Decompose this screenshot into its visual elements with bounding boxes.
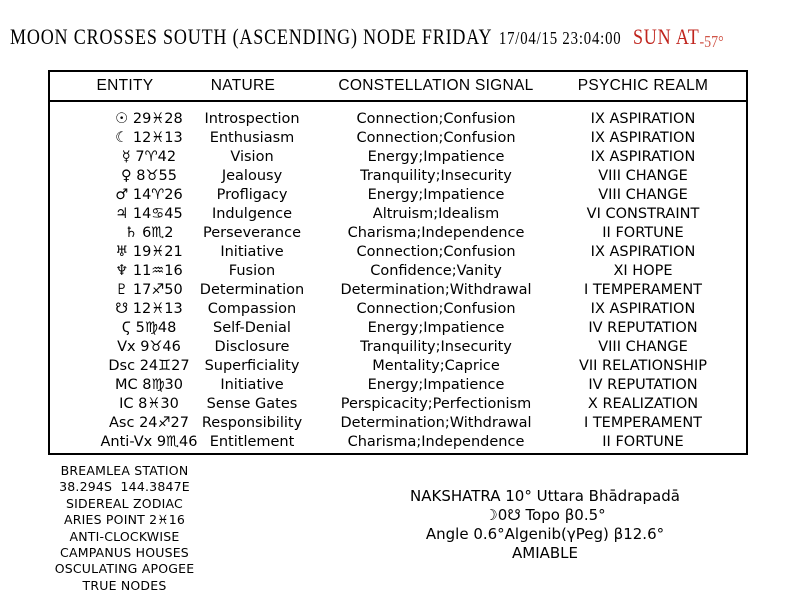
entity-cell: MC 8♍30 <box>115 377 183 393</box>
nature-cell: Vision <box>230 149 274 165</box>
positions-table <box>48 70 748 455</box>
realm-cell: II FORTUNE <box>602 434 684 450</box>
entity-cell: Anti-Vx 9♏46 <box>100 434 198 450</box>
info-line-2: ☽0☋ Topo β0.5° <box>484 506 606 524</box>
column-header-entity: ENTITY <box>96 77 154 94</box>
signal-cell: Mentality;Caprice <box>372 358 500 374</box>
settings-line-3: SIDEREAL ZODIAC <box>66 495 183 511</box>
nature-cell: Compassion <box>207 301 297 317</box>
settings-line-5: ANTI-CLOCKWISE <box>69 528 180 544</box>
title-datetime: 17/04/15 23:04:00 <box>498 28 622 48</box>
entity-cell: Vx 9♉46 <box>117 339 181 355</box>
title-sun-degree: -57° <box>699 32 724 51</box>
info-line-1: NAKSHATRA 10° Uttara Bhādrapadā <box>410 487 680 505</box>
info-line-3: Angle 0.6°Algenib(γPeg) β12.6° <box>425 525 665 543</box>
realm-cell: IX ASPIRATION <box>590 244 696 260</box>
entity-cell: ♃ 14♋45 <box>115 206 183 222</box>
nature-cell: Profligacy <box>216 187 288 203</box>
signal-cell: Connection;Confusion <box>356 111 516 127</box>
settings-line-7: OSCULATING APOGEE <box>54 561 195 577</box>
realm-cell: I TEMPERAMENT <box>583 415 703 431</box>
settings-line-1: BREAMLEA STATION <box>60 463 189 478</box>
entity-cell: Dsc 24♊27 <box>108 358 190 374</box>
nature-cell: Determination <box>199 282 305 298</box>
signal-cell: Charisma;Independence <box>347 225 525 241</box>
settings-line-4: ARIES POINT 2♓16 <box>63 512 186 528</box>
signal-cell: Tranquility;Insecurity <box>360 339 512 355</box>
title-main-text: MOON CROSSES SOUTH (ASCENDING) NODE FRIDAY <box>10 24 493 49</box>
entity-cell: ♀ 8♉55 <box>121 168 177 184</box>
nature-cell: Superficiality <box>204 358 300 374</box>
entity-cell: ♄ 6♏2 <box>124 225 174 241</box>
nature-cell: Perseverance <box>202 225 302 241</box>
signal-cell: Determination;Withdrawal <box>340 415 532 431</box>
entity-cell: ☉ 29♓28 <box>115 111 183 127</box>
column-header-nature: NATURE <box>210 77 276 94</box>
signal-cell: Energy;Impatience <box>367 149 505 165</box>
column-header-constellation-signal: CONSTELLATION SIGNAL <box>338 77 534 94</box>
realm-cell: XI HOPE <box>613 263 673 279</box>
title-sun-label: SUN AT <box>632 24 700 49</box>
table-header-row <box>50 72 746 102</box>
nature-cell: Self-Denial <box>213 320 291 336</box>
nature-cell: Indulgence <box>211 206 293 222</box>
signal-cell: Altruism;Idealism <box>372 206 500 222</box>
signal-cell: Energy;Impatience <box>367 187 505 203</box>
realm-cell: IX ASPIRATION <box>590 301 696 317</box>
entity-cell: ☋ 12♓13 <box>115 301 183 317</box>
page-title <box>10 24 724 50</box>
realm-cell: VI CONSTRAINT <box>586 206 700 222</box>
nature-cell: Fusion <box>228 263 276 279</box>
entity-cell: ☿ 7♈42 <box>121 149 177 165</box>
signal-cell: Charisma;Independence <box>347 434 525 450</box>
realm-cell: IX ASPIRATION <box>590 111 696 127</box>
settings-line-6: CAMPANUS HOUSES <box>60 545 189 561</box>
entity-cell: ♆ 11♒16 <box>115 263 183 279</box>
realm-cell: IX ASPIRATION <box>590 149 696 165</box>
signal-cell: Determination;Withdrawal <box>340 282 532 298</box>
signal-cell: Perspicacity;Perfectionism <box>340 396 532 412</box>
entity-cell: IC 8♓30 <box>119 396 179 412</box>
settings-line-2: 38.294S 144.3847E <box>59 479 190 495</box>
column-header-psychic-realm: PSYCHIC REALM <box>577 77 709 94</box>
realm-cell: VIII CHANGE <box>598 168 688 184</box>
realm-cell: IV REPUTATION <box>588 320 698 336</box>
signal-cell: Connection;Confusion <box>356 130 516 146</box>
realm-cell: VIII CHANGE <box>598 187 688 203</box>
realm-cell: IV REPUTATION <box>588 377 698 393</box>
nature-cell: Disclosure <box>214 339 290 355</box>
nature-cell: Introspection <box>204 111 300 127</box>
realm-cell: II FORTUNE <box>602 225 684 241</box>
realm-cell: I TEMPERAMENT <box>583 282 703 298</box>
entity-cell: ☾ 12♓13 <box>115 130 183 146</box>
signal-cell: Tranquility;Insecurity <box>360 168 512 184</box>
entity-cell: ♅ 19♓21 <box>115 244 183 260</box>
nature-cell: Initiative <box>220 377 284 393</box>
realm-cell: IX ASPIRATION <box>590 130 696 146</box>
nature-cell: Responsibility <box>201 415 303 431</box>
info-line-4: AMIABLE <box>511 544 578 562</box>
signal-cell: Energy;Impatience <box>367 320 505 336</box>
realm-cell: VII RELATIONSHIP <box>578 358 708 374</box>
nature-cell: Enthusiasm <box>209 130 295 146</box>
chart-settings-block <box>27 463 222 594</box>
nakshatra-info-block <box>380 487 710 563</box>
nature-cell: Jealousy <box>221 168 283 184</box>
nature-cell: Initiative <box>220 244 284 260</box>
signal-cell: Energy;Impatience <box>367 377 505 393</box>
entity-cell: Ϛ 5♍48 <box>121 320 177 336</box>
entity-cell: ♂ 14♈26 <box>115 187 183 203</box>
nature-cell: Sense Gates <box>206 396 298 412</box>
signal-cell: Confidence;Vanity <box>370 263 502 279</box>
realm-cell: VIII CHANGE <box>598 339 688 355</box>
entity-cell: ♇ 17♐50 <box>115 282 183 298</box>
realm-cell: X REALIZATION <box>587 396 699 412</box>
settings-line-8: TRUE NODES <box>82 577 167 593</box>
table-body <box>50 102 746 452</box>
entity-cell: Asc 24♐27 <box>109 415 189 431</box>
signal-cell: Connection;Confusion <box>356 244 516 260</box>
signal-cell: Connection;Confusion <box>356 301 516 317</box>
nature-cell: Entitlement <box>209 434 295 450</box>
